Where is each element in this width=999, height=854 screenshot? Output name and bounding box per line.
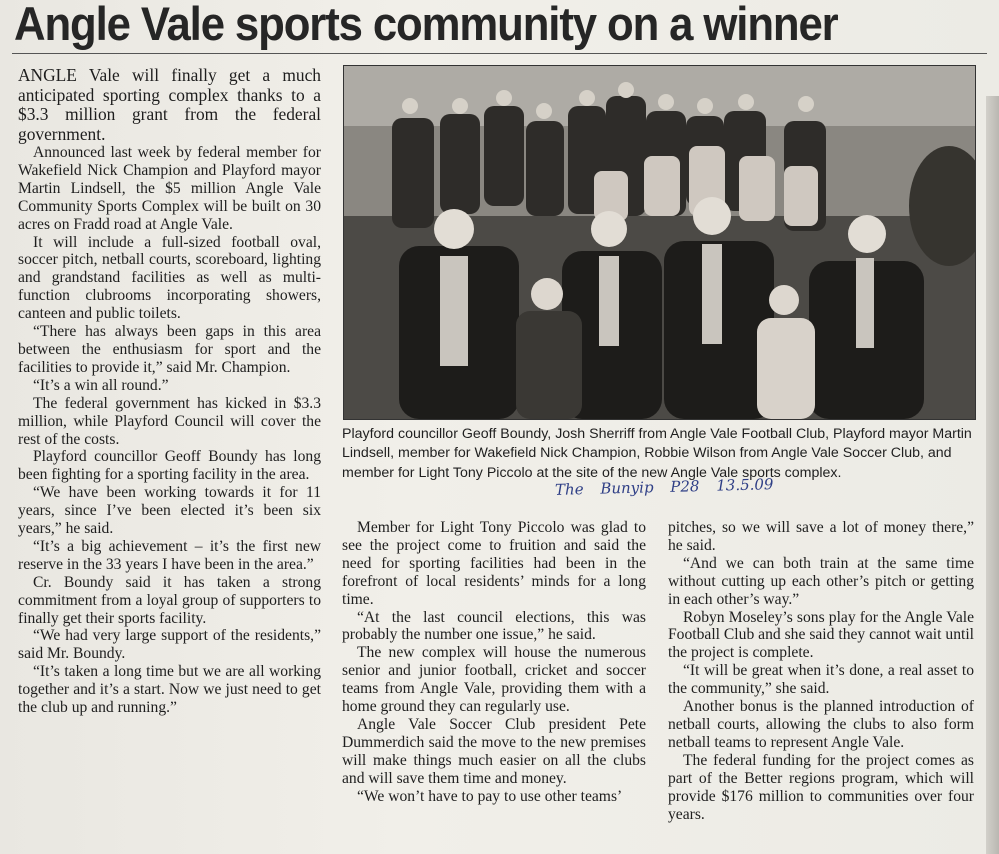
- article-paragraph: Angle Vale Soccer Club president Pete Dummerdich said the move to the new premises will make things much easier on all the clubs and will save them time and money.: [342, 715, 646, 787]
- handwritten-note: The Bunyip P28 13.5.09: [554, 475, 774, 499]
- article-paragraph: “It’s taken a long time but we are all working together and it’s a start. Now we just need to get the club up and running.”: [18, 663, 321, 717]
- article-column-3: [668, 519, 974, 823]
- photo-caption: Playford councillor Geoff Boundy, Josh Sherriff from Angle Vale Football Club, Playford mayor Martin Lindsell, member for Wakefield Nick Champion, Robbie Wilson from Angle Vale Soccer Club, and member for Light Tony Piccolo at the site of the new Angle Vale sports complex.: [342, 426, 972, 481]
- article-paragraph: Announced last week by federal member for Wakefield Nick Champion and Playford mayor Martin Lindsell, the $5 million Angle Vale Community Sports Complex will be built on 30 acres on Fradd road at Angle Vale.: [18, 144, 321, 233]
- article-column-1: [18, 66, 321, 717]
- article-paragraph: Robyn Moseley’s sons play for the Angle Vale Football Club and she said they cannot wait until the project is complete.: [668, 608, 974, 662]
- headline: Angle Vale sports community on a winner: [14, 0, 838, 50]
- adjacent-page-edge: [986, 96, 999, 854]
- group-photo-illustration: [344, 66, 975, 419]
- article-paragraph: “We had very large support of the residents,” said Mr. Boundy.: [18, 627, 321, 663]
- headline-rule: [12, 53, 987, 54]
- article-paragraph: Cr. Boundy said it has taken a strong commitment from a loyal group of supporters to finally get their sports facility.: [18, 573, 321, 627]
- article-paragraph: The new complex will house the numerous senior and junior football, cricket and soccer teams from Angle Vale, providing them with a home ground they can regularly use.: [342, 644, 646, 716]
- article-paragraph: Member for Light Tony Piccolo was glad to see the project come to fruition and said the need for sporting facilities had been in the forefront of local residents’ minds for a long time.: [342, 519, 646, 608]
- article-paragraph: “We won’t have to pay to use other teams’: [357, 787, 623, 805]
- article-paragraph: ANGLE Vale will finally get a much anticipated sporting complex thanks to a $3.3 million grant from the federal government.: [18, 65, 321, 144]
- article-paragraph: The federal government has kicked in $3.3 million, while Playford Council will cover the rest of the costs.: [18, 394, 321, 448]
- article-paragraph: “It’s a win all round.”: [33, 376, 169, 394]
- group-photo: [343, 65, 976, 420]
- article-paragraph: “It’s a big achievement – it’s the first new reserve in the 33 years I have been in the area.”: [18, 537, 321, 573]
- article-paragraph: It will include a full-sized football oval, soccer pitch, netball courts, scoreboard, lighting and grandstand facilities as well as multi-function clubrooms incorporating showers, canteen and public toilets.: [18, 233, 321, 323]
- article-paragraph: The federal funding for the project comes as part of the Better regions program, which will provide $176 million to communities over four years.: [668, 751, 974, 823]
- article-column-2: [342, 519, 646, 806]
- article-paragraph: “And we can both train at the same time without cutting up each other’s pitch or getting in each other’s way.”: [668, 554, 974, 608]
- article-paragraph: “We have been working towards it for 11 years, since I’ve been elected it’s been six years,” he said.: [18, 484, 321, 538]
- article-paragraph: “There has always been gaps in this area between the enthusiasm for sport and the facilities to provide it,” said Mr. Champion.: [18, 323, 321, 376]
- article-paragraph: Another bonus is the planned introduction of netball courts, allowing the clubs to also form netball teams to represent Angle Vale.: [668, 698, 974, 751]
- article-paragraph: Playford councillor Geoff Boundy has long been fighting for a sporting facility in the area.: [18, 448, 321, 484]
- article-paragraph: pitches, so we will save a lot of money there,” he said.: [668, 519, 974, 554]
- article-paragraph: “It will be great when it’s done, a real asset to the community,” she said.: [668, 662, 974, 698]
- article-paragraph: “At the last council elections, this was probably the number one issue,” he said.: [342, 608, 646, 644]
